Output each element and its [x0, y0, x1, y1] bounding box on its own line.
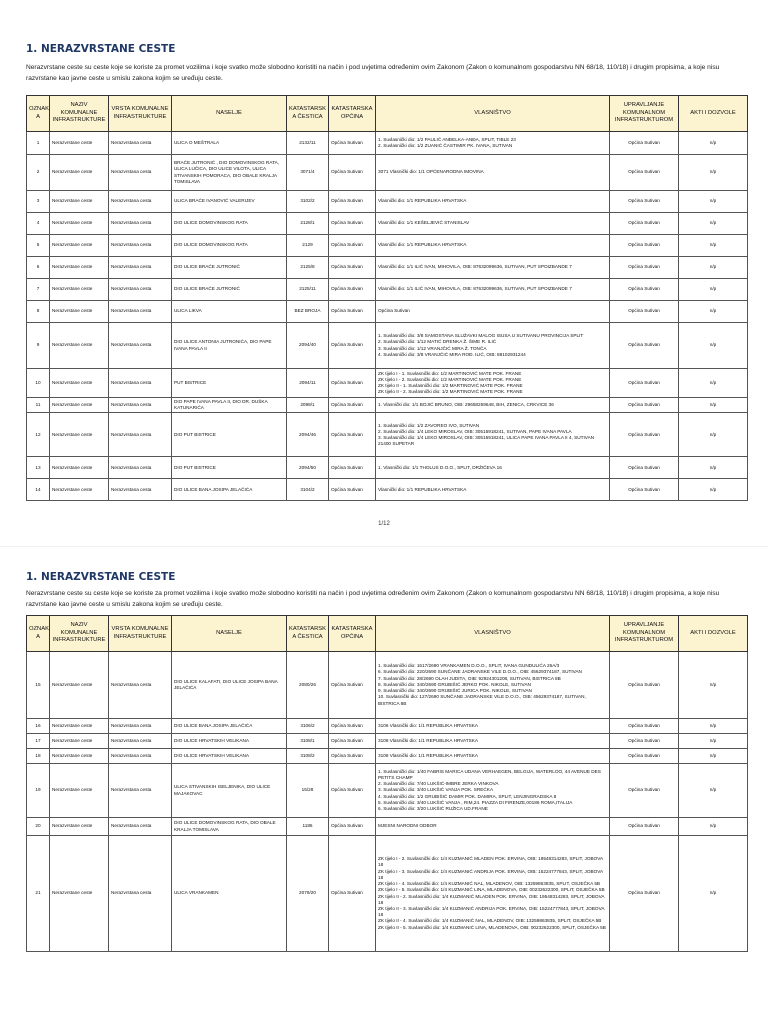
table-row — [27, 213, 748, 235]
naziv-cell: Nerazvrstane ceste — [50, 398, 109, 413]
akti-cell: n/p — [679, 764, 748, 818]
cestica-cell: 15/28 — [287, 764, 329, 818]
vrsta-cell: Nerazvrstana cesta — [109, 719, 172, 734]
naselje-cell: DIO PUT BISTRICE — [172, 413, 287, 457]
oznaka-cell: 2 — [27, 155, 50, 191]
cestica-cell: 2125/11 — [287, 279, 329, 301]
naziv-cell: Nerazvrstane ceste — [50, 413, 109, 457]
naziv-cell: Nerazvrstane ceste — [50, 652, 109, 719]
page-2 — [0, 562, 768, 1024]
vlasnistvo-cell: MJESNI NARODNI ODBOR — [376, 818, 610, 836]
vlasnistvo-cell: Vlasnički dio: 1/1 ILIĆ IVAN, MIHOVILA, OIB: 87632099636, SUTIVAN, PUT SPOIZBANDE 7 — [376, 257, 610, 279]
oznaka-cell: 20 — [27, 818, 50, 836]
vrsta-cell: Nerazvrstana cesta — [109, 413, 172, 457]
table-header-row — [27, 96, 748, 132]
vlasnistvo-cell: ZK tijelo I - 2. Suvlasnički dio: 1/4 KUZMANIĆ MLADEN POK. ERVINA, OIB: 19548314283, SPLIT, JOBOVA 18 ZK tijelo I - 3. Suvlasnički dio: 1/4 KUZMANIĆ ANDRIJA POK. ERVINA, OIB: 15224777843, SPLIT, JOBOVA 18 ZK tijelo I - 4. Suvlasnički dio: 1/4 KUZMANIĆ NAL, MLADENOV, OIB: 13259863835, SPLIT, OSJEČKA 5B ZK tijelo I - 5. Suvlasnički dio: 1/4 KUZMANIĆ LINA, MLADENOVA, OIB: 00232622300, SPLIT, OSJEČKA 5B ZK tijelo II - 2. Suvlasnički dio: 1/4 KUZMANIĆ MLADEN POK. ERVINA, OIB: 19548314283, SPLIT, JOBOVA 18 ZK tijelo II - 3. Suvlasnički dio: 1/4 KUZMANIĆ ANDRIJA POK. ERVINA, OIB: 15224777843, SPLIT, JOBOVA 18 ZK tijelo II - 4. Suvlasnički dio: 1/4 KUZMANIĆ NAL, MLADENOV, OIB: 13259863835, SPLIT, OSJEČKA 5B ZK tijelo II - 5. Suvlasnički dio: 1/4 KUZMANIĆ LINA, MLADENOVA, OIB: 00232622300, SPLIT, OSJEČKA 5B — [376, 836, 610, 952]
vlasnistvo-cell: Općina Sutivan — [376, 301, 610, 323]
cestica-cell: 3108/2 — [287, 749, 329, 764]
oznaka-cell: 5 — [27, 235, 50, 257]
cestica-cell: 2132/11 — [287, 132, 329, 155]
vrsta-cell: Nerazvrstana cesta — [109, 369, 172, 398]
table-row — [27, 413, 748, 457]
col-upravljanje-header: UPRAVLJANJE KOMUNALNOM INFRASTRUKTUROM — [610, 616, 679, 652]
akti-cell: n/p — [679, 257, 748, 279]
table-row — [27, 369, 748, 398]
naselje-cell: PUT BISTRICE — [172, 369, 287, 398]
naselje-cell: ULICA STIVANSKIH ISELJENIKA, DIO ULICE MAJAKOVAC — [172, 764, 287, 818]
col-vlasnistvo-header: VLASNIŠTVO — [376, 96, 610, 132]
upravljanje-cell: Općina Sutivan — [610, 132, 679, 155]
naselje-cell: DIO ULICE DOMOVINSKOG RATA, DIO OBALE KRALJA TOMISLAVA — [172, 818, 287, 836]
upravljanje-cell: Općina Sutivan — [610, 257, 679, 279]
oznaka-cell: 4 — [27, 213, 50, 235]
upravljanje-cell: Općina Sutivan — [610, 652, 679, 719]
page-number: 1/12 — [378, 521, 390, 527]
akti-cell: n/p — [679, 279, 748, 301]
vrsta-cell: Nerazvrstana cesta — [109, 818, 172, 836]
naselje-cell: DIO ULICE BANA JOSIPA JELAČIĆA — [172, 719, 287, 734]
vlasnistvo-cell: 1. Vlasnički dio: 1/1 BOJIĆ BRUNO, OIB: 29658259648, BIH, ZENICA, CRKVICE 36 — [376, 398, 610, 413]
vlasnistvo-cell: 1. Suvlasnički dio: 1/2 ZAVOREO IVO, SUTIVAN 2. Suvlasnički dio: 1/4 LEKO MIROSLAV, OIB: 30515918241, SUTIVAN, PAPE IVANA PAVLA 3. Suvlasnički dio: 1/4 LEKO MIROSLAV, OIB: 30515918241, ULICA PAPE IVANA PAVLA II 4, SUTIVAN 21400 SUPETAR — [376, 413, 610, 457]
vlasnistvo-cell: Vlasnički dio: 1/1 ILIĆ IVAN, MIHOVILA, OIB: 87632099636, SUTIVAN, PUT SPOIZBANDE 7 — [376, 279, 610, 301]
col-cestica-header: KATASTARSK A ČESTICA — [287, 96, 329, 132]
table-row — [27, 652, 748, 719]
table-row — [27, 235, 748, 257]
cestica-cell: 3071/4 — [287, 155, 329, 191]
vlasnistvo-cell: Vlasnički dio: 1/1 REPUBLIKA HRVATSKA — [376, 235, 610, 257]
col-oznaka-header: OZNAK A — [27, 96, 50, 132]
upravljanje-cell: Općina Sutivan — [610, 479, 679, 501]
table-row — [27, 191, 748, 213]
oznaka-cell: 10 — [27, 369, 50, 398]
opcina-cell: Općina Sutivan — [329, 369, 376, 398]
naziv-cell: Nerazvrstane ceste — [50, 457, 109, 479]
opcina-cell: Općina Sutivan — [329, 235, 376, 257]
upravljanje-cell: Općina Sutivan — [610, 398, 679, 413]
naziv-cell: Nerazvrstane ceste — [50, 235, 109, 257]
vrsta-cell: Nerazvrstana cesta — [109, 132, 172, 155]
upravljanje-cell: Općina Sutivan — [610, 213, 679, 235]
vrsta-cell: Nerazvrstana cesta — [109, 191, 172, 213]
upravljanje-cell: Općina Sutivan — [610, 413, 679, 457]
opcina-cell: Općina Sutivan — [329, 323, 376, 369]
cestica-cell: 2079/20 — [287, 836, 329, 952]
upravljanje-cell: Općina Sutivan — [610, 301, 679, 323]
table-row — [27, 836, 748, 952]
naselje-cell: DIO ULICE BRAĆE JUTRONIĆ — [172, 279, 287, 301]
vlasnistvo-cell: 3106 Vlasnički dio: 1/1 REPUBLIKA HRVATSKA — [376, 719, 610, 734]
cestica-cell: 3104/2 — [287, 479, 329, 501]
naselje-cell: DIO PUT BISTRICE — [172, 457, 287, 479]
vrsta-cell: Nerazvrstana cesta — [109, 213, 172, 235]
naselje-cell: DIO ULICE BRAĆE JUTRONIĆ — [172, 257, 287, 279]
oznaka-cell: 17 — [27, 734, 50, 749]
cestica-cell: 2080/26 — [287, 652, 329, 719]
opcina-cell: Općina Sutivan — [329, 734, 376, 749]
upravljanje-cell: Općina Sutivan — [610, 369, 679, 398]
vlasnistvo-cell: 1. Suvlasnički dio: 1/40 FABRIS MARICA UDANA VERHAEGEN, BELGIJA, WATERLOO, 44 AVENUE DES PETITS CHAMP 2. Suvlasnički dio: 7/40 LUKŠIĆ-IMBRE JERKA VINKOVA 3. Suvlasnički dio: 3/40 LUKŠIĆ VANJA POK. SREĆKA 4. Suvlasnički dio: 1/2 GRUBIŠIĆ DAMIR POK. DAMIRA, SPLIT, LENJINGRADSKA 8 5. Suvlasnički dio: 3/40 LUKŠIĆ VANJA , RIM,24. PIAZZA DI FIRENZE,00186 ROMA,ITALIJA 6. Suvlasnički dio: 3/20 LUKŠIĆ RUŽICA UD.FRANE — [376, 764, 610, 818]
upravljanje-cell: Općina Sutivan — [610, 818, 679, 836]
opcina-cell: Općina Sutivan — [329, 132, 376, 155]
akti-cell: n/p — [679, 719, 748, 734]
naziv-cell: Nerazvrstane ceste — [50, 749, 109, 764]
table-row — [27, 323, 748, 369]
vlasnistvo-cell: Vlasnički dio: 1/1 KEŠELJEVIĆ STANISLAV — [376, 213, 610, 235]
col-opcina-header: KATASTARSKA OPĆINA — [329, 616, 376, 652]
akti-cell: n/p — [679, 301, 748, 323]
vrsta-cell: Nerazvrstana cesta — [109, 457, 172, 479]
cestica-cell: 3108/1 — [287, 734, 329, 749]
vrsta-cell: Nerazvrstana cesta — [109, 652, 172, 719]
oznaka-cell: 3 — [27, 191, 50, 213]
oznaka-cell: 13 — [27, 457, 50, 479]
col-upravljanje-header: UPRAVLJANJE KOMUNALNOM INFRASTRUKTUROM — [610, 96, 679, 132]
col-cestica-header: KATASTARSK A ČESTICA — [287, 616, 329, 652]
col-naziv-header: NAZIV KOMUNALNE INFRASTRUKTURE — [50, 616, 109, 652]
akti-cell: n/p — [679, 652, 748, 719]
upravljanje-cell: Općina Sutivan — [610, 719, 679, 734]
upravljanje-cell: Općina Sutivan — [610, 155, 679, 191]
akti-cell: n/p — [679, 235, 748, 257]
table-row — [27, 457, 748, 479]
akti-cell: n/p — [679, 457, 748, 479]
naziv-cell: Nerazvrstane ceste — [50, 836, 109, 952]
register-table — [26, 95, 748, 501]
naselje-cell: ULICA VRANKAMEN — [172, 836, 287, 952]
naselje-cell: ULICA LIKVA — [172, 301, 287, 323]
opcina-cell: Općina Sutivan — [329, 457, 376, 479]
upravljanje-cell: Općina Sutivan — [610, 323, 679, 369]
table-header-row — [27, 616, 748, 652]
akti-cell: n/p — [679, 413, 748, 457]
vlasnistvo-cell: 3108 Vlasnički dio: 1/1 REPUBLIKA HRVATSKA — [376, 749, 610, 764]
oznaka-cell: 14 — [27, 479, 50, 501]
cestica-cell: 2128/1 — [287, 213, 329, 235]
col-vlasnistvo-header: VLASNIŠTVO — [376, 616, 610, 652]
vrsta-cell: Nerazvrstana cesta — [109, 398, 172, 413]
col-opcina-header: KATASTARSKA OPĆINA — [329, 96, 376, 132]
naselje-cell: DIO ULICE BANA JOSIPA JELAČIĆA — [172, 479, 287, 501]
col-vrsta-header: VRSTA KOMUNALNE INFRASTRUKTURE — [109, 616, 172, 652]
akti-cell: n/p — [679, 191, 748, 213]
vlasnistvo-cell: Vlasnički dio: 1/1 REPUBLIKA HRVATSKA — [376, 479, 610, 501]
opcina-cell: Općina Sutivan — [329, 818, 376, 836]
naziv-cell: Nerazvrstane ceste — [50, 764, 109, 818]
col-vrsta-header: VRSTA KOMUNALNE INFRASTRUKTURE — [109, 96, 172, 132]
vlasnistvo-cell: ZK tijelo I - 1. Suvlasnički dio: 1/2 MARTINOVIĆ MATE POK. FRANE ZK tijelo I - 2. Suvlasnički dio: 1/2 MARTINOVIĆ MATE POK. FRANE ZK tijelo II - 1. Suvlasnički dio: 1/2 MARTINOVIĆ MATE POK. FRANE ZK tijelo II - 2. Suvlasnički dio: 1/2 MARTINOVIĆ MATE POK. FRANE — [376, 369, 610, 398]
cestica-cell: BEZ BROJA — [287, 301, 329, 323]
vlasnistvo-cell: 1. Suvlasnički dio: 3/8 SAMOSTANA SLUŽAVKI MALOG ISUSA U SUTIVANU PROVINCIJA SPLIT 2. Suvlasnički dio: 1/12 MATIĆ DRENKA Ž. ŠIME R. ILIĆ 3. Suvlasnički dio: 1/12 VRANJČIĆ MIRA Ž. TONČA 4. Suvlasnički dio: 3/8 VRANJČIĆ MIRA ROĐ. ILIĆ, OIB: 88102931244 — [376, 323, 610, 369]
intro-paragraph: Nerazvrstane ceste su ceste koje se koriste za promet vozilima i koje svatko može slobodno koristiti na način i pod uvjetima određenim ovim Zakonom (Zakon o komunalnom gospodarstvu NN 68/18, 110/18) i drugim propisima, a koje nisu razvrstane kao javne ceste u smislu zakona kojim se uređuju ceste. — [26, 64, 720, 82]
table-row — [27, 764, 748, 818]
vlasnistvo-cell: 1. Vlasnički dio: 1/1 THOLUS D.O.O., SPLIT, DRŽIČEVA 16 — [376, 457, 610, 479]
table-row — [27, 279, 748, 301]
opcina-cell: Općina Sutivan — [329, 479, 376, 501]
vrsta-cell: Nerazvrstana cesta — [109, 301, 172, 323]
cestica-cell: 2098/1 — [287, 398, 329, 413]
section-heading: 1. NERAZVRSTANE CESTE — [26, 571, 176, 583]
oznaka-cell: 12 — [27, 413, 50, 457]
opcina-cell: Općina Sutivan — [329, 279, 376, 301]
vlasnistvo-cell: 3071 Vlasnički dio: 1/1 OPĆENARODNA IMOVINA — [376, 155, 610, 191]
naziv-cell: Nerazvrstane ceste — [50, 301, 109, 323]
intro-paragraph: Nerazvrstane ceste su ceste koje se koriste za promet vozilima i koje svatko može slobodno koristiti na način i pod uvjetima određenim ovim Zakonom (Zakon o komunalnom gospodarstvu NN 68/18, 110/18) i drugim propisima, a koje nisu razvrstane kao javne ceste u smislu zakona kojim se uređuju ceste. — [26, 590, 720, 608]
cestica-cell: 2129 — [287, 235, 329, 257]
naziv-cell: Nerazvrstane ceste — [50, 734, 109, 749]
table-body — [27, 132, 748, 501]
table-row — [27, 818, 748, 836]
akti-cell: n/p — [679, 132, 748, 155]
upravljanje-cell: Općina Sutivan — [610, 235, 679, 257]
naselje-cell: DIO ULICE DOMOVINSKOG RATA — [172, 213, 287, 235]
opcina-cell: Općina Sutivan — [329, 413, 376, 457]
naselje-cell: BRAĆE JUTRONIĆ , DIO DOMOVINSKOG RATA, ULICA LUČICA, DIO ULICE VILOTA, ULICA STIVANSKIH POMORACA, DIO OBALE KRALJA TOMISLAVA — [172, 155, 287, 191]
akti-cell: n/p — [679, 369, 748, 398]
table-row — [27, 719, 748, 734]
naziv-cell: Nerazvrstane ceste — [50, 155, 109, 191]
vlasnistvo-cell: 1. Suvlasnički dio: 1617/2690 VRANKAMEN D.O.O., SPLIT, IVANA GUNDULIĆA 26A/3 6. Suvlasnički dio: 220/2690 SUNČANE JADRANSKE VILE D.O.O., OIB: 45629374187, SUTIVAN 7. Suvlasnički dio: 28/2690 OLAH JUDITA, OIB: 92924301208, SUTIVAN, BISTRICA 8B 8. Suvlasnički dio: 340/2690 GRUBIŠIĆ JERKO POK. NIKOLE, SUTIVAN 9. Suvlasnički dio: 340/2690 GRUBIŠIĆ JURICA POK. NIKOLE, SUTIVAN 10. Suvlasnički dio: 127/2690 SUNČANE JADRANSKE VILE D.O.O., OIB: 45629374187, SUTIVAN, BISTRICA 8B — [376, 652, 610, 719]
opcina-cell: Općina Sutivan — [329, 749, 376, 764]
upravljanje-cell: Općina Sutivan — [610, 279, 679, 301]
opcina-cell: Općina Sutivan — [329, 213, 376, 235]
vrsta-cell: Nerazvrstana cesta — [109, 323, 172, 369]
oznaka-cell: 6 — [27, 257, 50, 279]
akti-cell: n/p — [679, 398, 748, 413]
vrsta-cell: Nerazvrstana cesta — [109, 155, 172, 191]
vrsta-cell: Nerazvrstana cesta — [109, 279, 172, 301]
oznaka-cell: 9 — [27, 323, 50, 369]
upravljanje-cell: Općina Sutivan — [610, 734, 679, 749]
col-naselje-header: NASELJE — [172, 616, 287, 652]
opcina-cell: Općina Sutivan — [329, 652, 376, 719]
cestica-cell: 3106/2 — [287, 719, 329, 734]
opcina-cell: Općina Sutivan — [329, 764, 376, 818]
table-row — [27, 479, 748, 501]
table-row — [27, 749, 748, 764]
oznaka-cell: 19 — [27, 764, 50, 818]
cestica-cell: 1186 — [287, 818, 329, 836]
naselje-cell: ULICA BRAĆE IVANOVIĆ VALERIJEV — [172, 191, 287, 213]
naziv-cell: Nerazvrstane ceste — [50, 323, 109, 369]
opcina-cell: Općina Sutivan — [329, 301, 376, 323]
vrsta-cell: Nerazvrstana cesta — [109, 836, 172, 952]
oznaka-cell: 18 — [27, 749, 50, 764]
table-row — [27, 301, 748, 323]
oznaka-cell: 8 — [27, 301, 50, 323]
table-row — [27, 257, 748, 279]
opcina-cell: Općina Sutivan — [329, 836, 376, 952]
vrsta-cell: Nerazvrstana cesta — [109, 749, 172, 764]
oznaka-cell: 15 — [27, 652, 50, 719]
cestica-cell: 2094/50 — [287, 457, 329, 479]
upravljanje-cell: Općina Sutivan — [610, 191, 679, 213]
naziv-cell: Nerazvrstane ceste — [50, 369, 109, 398]
cestica-cell: 2094/46 — [287, 413, 329, 457]
naziv-cell: Nerazvrstane ceste — [50, 132, 109, 155]
section-heading: 1. NERAZVRSTANE CESTE — [26, 43, 176, 55]
vlasnistvo-cell: Vlasnički dio: 1/1 REPUBLIKA HRVATSKA — [376, 191, 610, 213]
col-oznaka-header: OZNAK A — [27, 616, 50, 652]
table-row — [27, 132, 748, 155]
upravljanje-cell: Općina Sutivan — [610, 764, 679, 818]
opcina-cell: Općina Sutivan — [329, 155, 376, 191]
naziv-cell: Nerazvrstane ceste — [50, 191, 109, 213]
opcina-cell: Općina Sutivan — [329, 257, 376, 279]
akti-cell: n/p — [679, 155, 748, 191]
vrsta-cell: Nerazvrstana cesta — [109, 257, 172, 279]
naziv-cell: Nerazvrstane ceste — [50, 279, 109, 301]
naselje-cell: DIO ULICE KALAFATI, DIO ULICE JOSIPA BANA JELAČIĆA — [172, 652, 287, 719]
page-separator — [0, 546, 768, 547]
table-body — [27, 652, 748, 952]
upravljanje-cell: Općina Sutivan — [610, 749, 679, 764]
cestica-cell: 3102/2 — [287, 191, 329, 213]
akti-cell: n/p — [679, 818, 748, 836]
naselje-cell: DIO ULICE DOMOVINSKOG RATA — [172, 235, 287, 257]
naziv-cell: Nerazvrstane ceste — [50, 719, 109, 734]
cestica-cell: 2094/40 — [287, 323, 329, 369]
table-row — [27, 734, 748, 749]
cestica-cell: 2094/11 — [287, 369, 329, 398]
vlasnistvo-cell: 1. Suvlasnički dio: 1/2 PAULIĆ ANĐELKA-ANĐA, SPLIT, TIBLE 23 2. Suvlasnički dio: 1/2 ZUANIĆ ČASTIMIR PK. IVANA, SUTIVAN — [376, 132, 610, 155]
naselje-cell: DIO ULICE HRVATSKIH VELIKANA — [172, 749, 287, 764]
naselje-cell: DIO ULICE ANTONIA JUTRONIĆA, DIO PAPE IVANA PAVLA II — [172, 323, 287, 369]
opcina-cell: Općina Sutivan — [329, 191, 376, 213]
naziv-cell: Nerazvrstane ceste — [50, 479, 109, 501]
vrsta-cell: Nerazvrstana cesta — [109, 479, 172, 501]
cestica-cell: 2125/8 — [287, 257, 329, 279]
akti-cell: n/p — [679, 213, 748, 235]
opcina-cell: Općina Sutivan — [329, 719, 376, 734]
naselje-cell: DIO ULICE HRVATSKIH VELIKANA — [172, 734, 287, 749]
table-row — [27, 155, 748, 191]
col-akti-header: AKTI I DOZVOLE — [679, 96, 748, 132]
col-naselje-header: NASELJE — [172, 96, 287, 132]
upravljanje-cell: Općina Sutivan — [610, 836, 679, 952]
akti-cell: n/p — [679, 836, 748, 952]
vlasnistvo-cell: 3108 Vlasnički dio: 1/1 REPUBLIKA HRVATSKA — [376, 734, 610, 749]
col-naziv-header: NAZIV KOMUNALNE INFRASTRUKTURE — [50, 96, 109, 132]
akti-cell: n/p — [679, 479, 748, 501]
table-row — [27, 398, 748, 413]
naziv-cell: Nerazvrstane ceste — [50, 257, 109, 279]
col-akti-header: AKTI I DOZVOLE — [679, 616, 748, 652]
naziv-cell: Nerazvrstane ceste — [50, 818, 109, 836]
oznaka-cell: 21 — [27, 836, 50, 952]
vrsta-cell: Nerazvrstana cesta — [109, 734, 172, 749]
naselje-cell: DIO PAPE IVANA PAVLA II, DIO DR. DUŠKA KATUNARIĆA — [172, 398, 287, 413]
oznaka-cell: 1 — [27, 132, 50, 155]
akti-cell: n/p — [679, 323, 748, 369]
akti-cell: n/p — [679, 734, 748, 749]
naziv-cell: Nerazvrstane ceste — [50, 213, 109, 235]
oznaka-cell: 7 — [27, 279, 50, 301]
register-table — [26, 615, 748, 952]
akti-cell: n/p — [679, 749, 748, 764]
vrsta-cell: Nerazvrstana cesta — [109, 764, 172, 818]
upravljanje-cell: Općina Sutivan — [610, 457, 679, 479]
oznaka-cell: 11 — [27, 398, 50, 413]
oznaka-cell: 16 — [27, 719, 50, 734]
naselje-cell: ULICA O MEŠTRALA — [172, 132, 287, 155]
vrsta-cell: Nerazvrstana cesta — [109, 235, 172, 257]
opcina-cell: Općina Sutivan — [329, 398, 376, 413]
